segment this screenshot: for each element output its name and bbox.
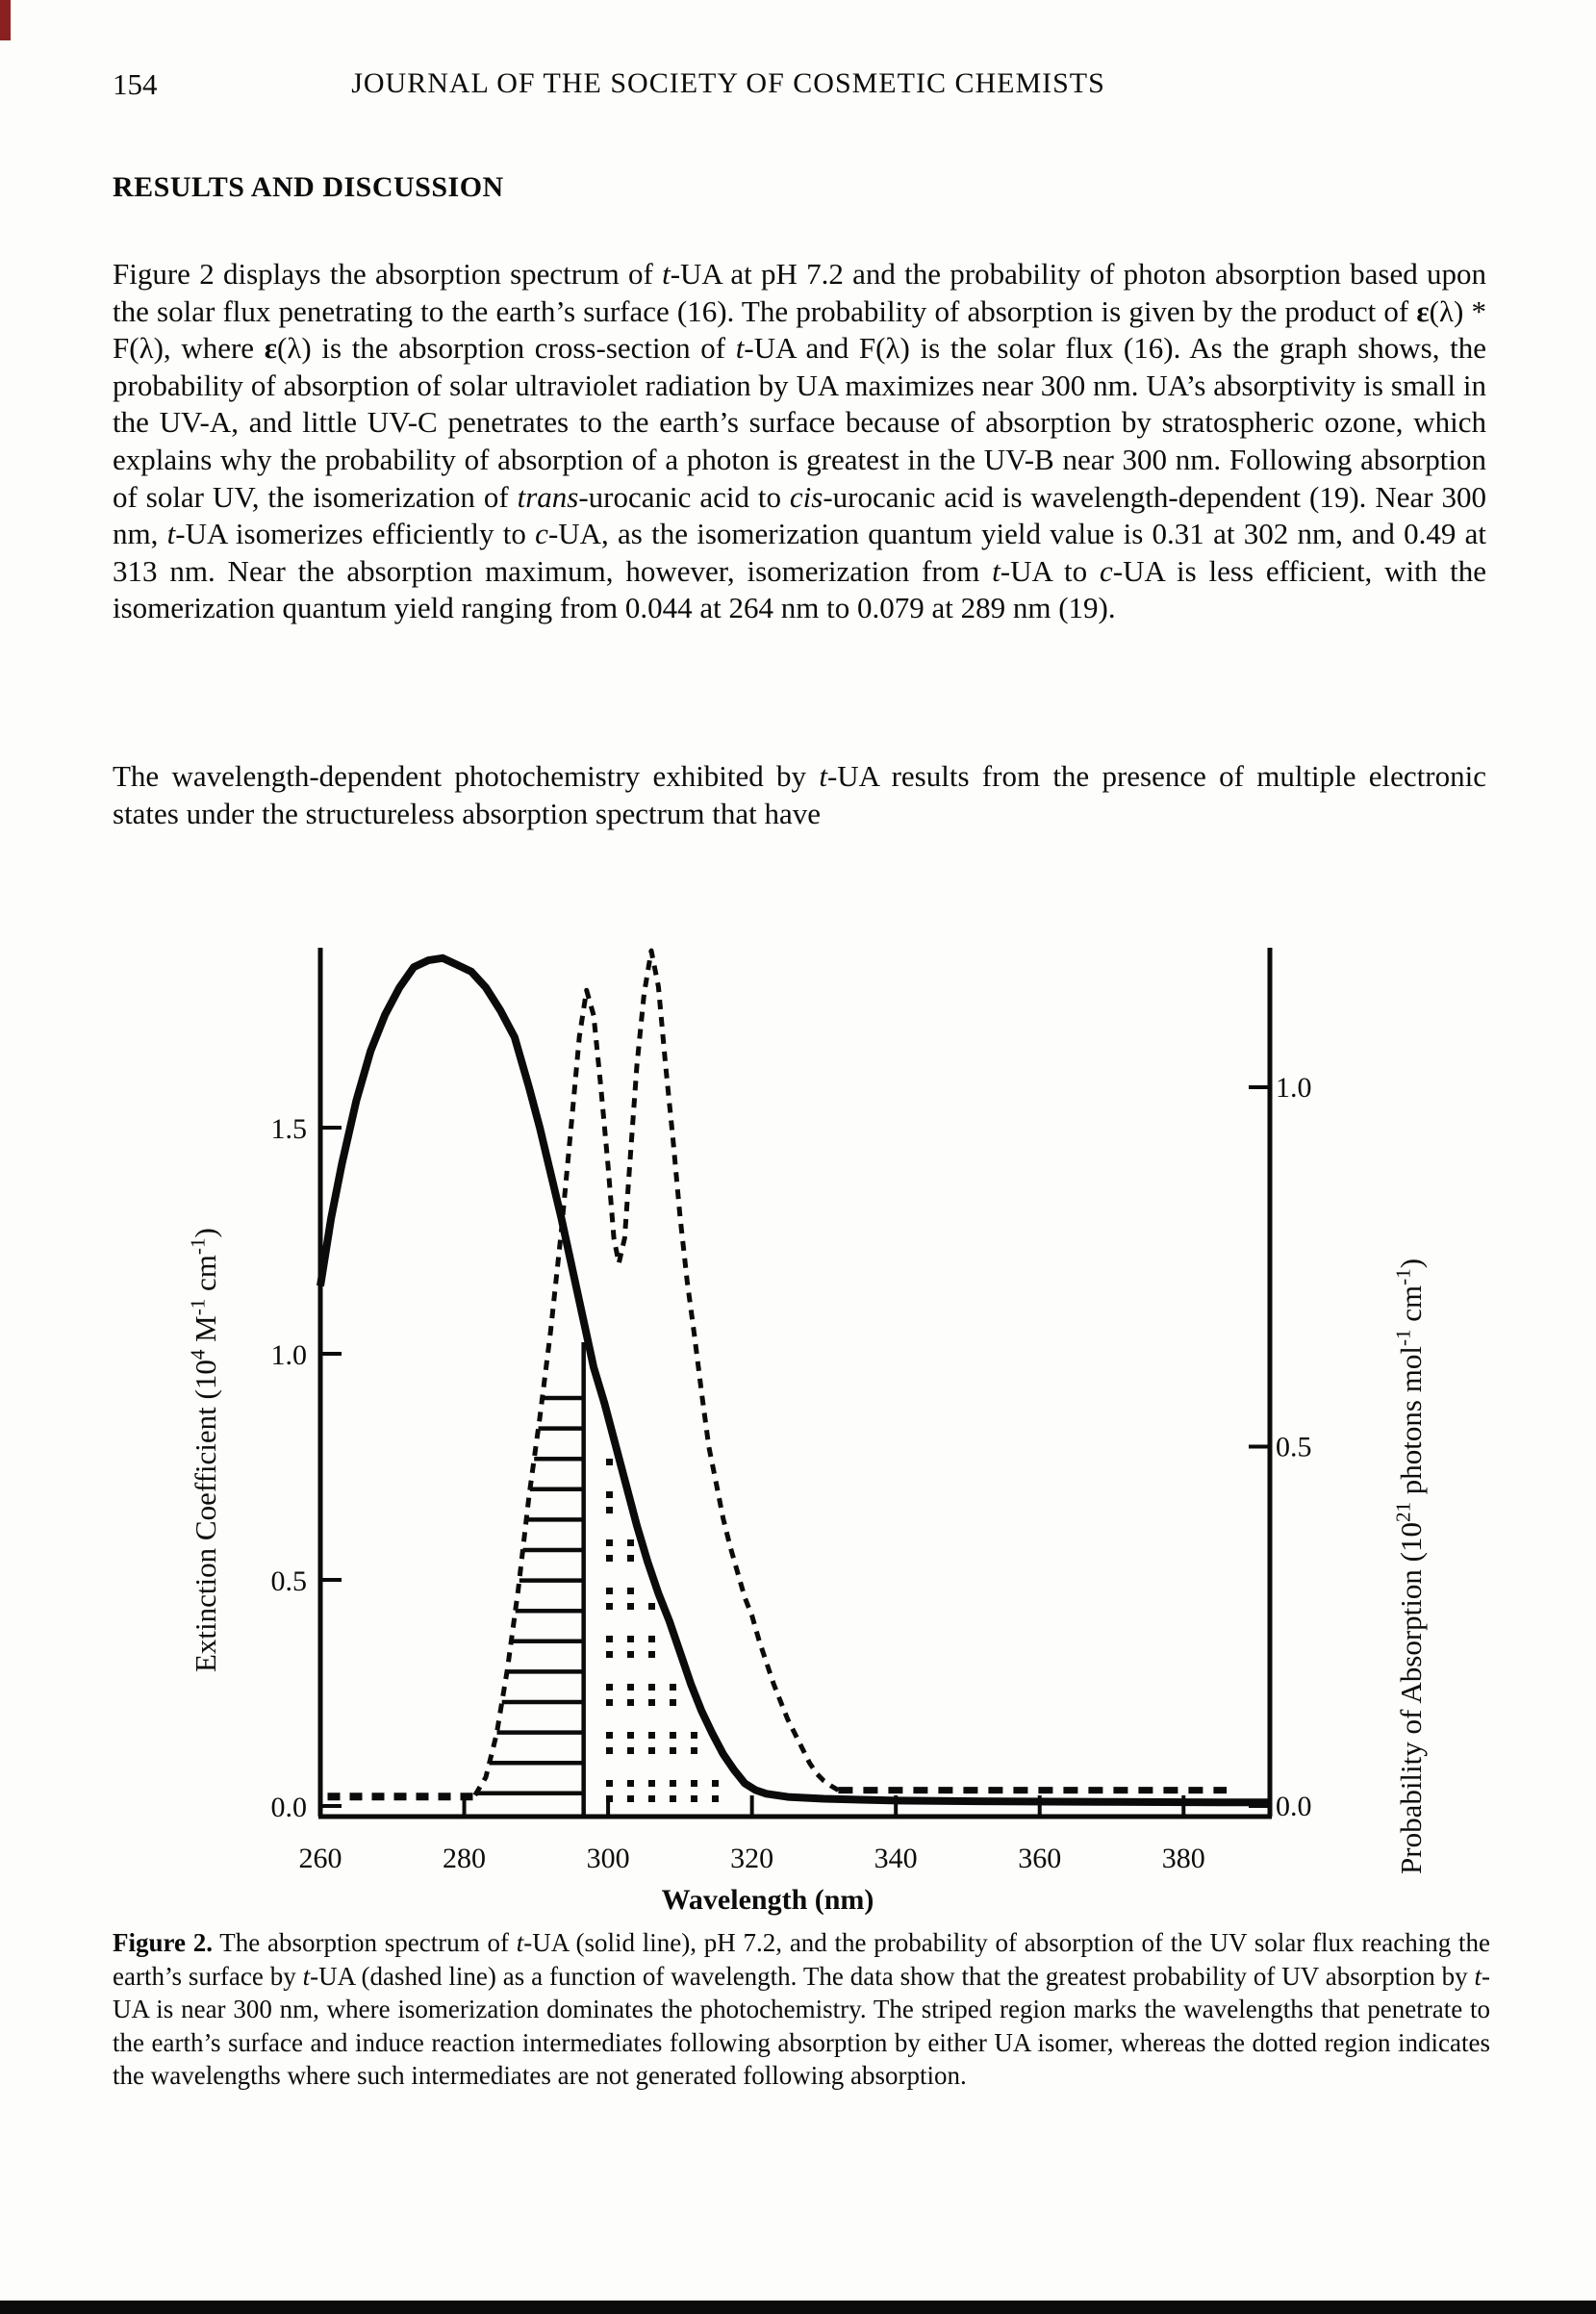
axes bbox=[271, 948, 1312, 1874]
x-tick-320: 320 bbox=[730, 1843, 774, 1874]
y-axis-label-right: Probability of Absorption ($10^{21}$ photons mol$^{-1}$ $cm^{-1}$) bbox=[1391, 1258, 1428, 1874]
left-tick-0.5: 0.5 bbox=[270, 1565, 307, 1597]
body-paragraph-1: Figure 2 displays the absorption spectrum of t-UA at pH 7.2 and the probability of photon absorption based upon the solar flux penetrating to the earth’s surface (16). The probability of absorption is given by the product of ε(λ) * F(λ), where ε(λ) is the absorption cross-section of t-UA and F(λ) is the solar flux (16). As the graph shows, the probability of absorption of solar ultraviolet radiation by UA maximizes near 300 nm. UA’s absorptivity is small in the UV-A, and little UV-C penetrates to the earth’s surface because of absorption by stratospheric ozone, which explains why the probability of absorption of a photon is greatest in the UV-B near 300 nm. Following absorption of solar UV, the isomerization of trans-urocanic acid to cis-urocanic acid is wavelength-dependent (19). Near 300 nm, t-UA isomerizes efficiently to c-UA, as the isomerization quantum yield value is 0.31 at 302 nm, and 0.49 at 313 nm. Near the absorption maximum, however, isomerization from t-UA to c-UA is less efficient, with the isomerization quantum yield ranging from 0.044 at 264 nm to 0.079 at 289 nm (19). bbox=[113, 257, 1487, 625]
x-tick-260: 260 bbox=[298, 1843, 342, 1874]
section-heading: RESULTS AND DISCUSSION bbox=[113, 171, 504, 203]
right-tick-0.5: 0.5 bbox=[1276, 1431, 1312, 1463]
page-number: 154 bbox=[113, 67, 158, 101]
scan-artifact-corner bbox=[0, 0, 11, 40]
page-header bbox=[113, 67, 1483, 110]
x-tick-280: 280 bbox=[443, 1843, 487, 1874]
right-tick-1.0: 1.0 bbox=[1276, 1072, 1312, 1104]
x-tick-340: 340 bbox=[874, 1843, 918, 1874]
x-tick-380: 380 bbox=[1161, 1843, 1205, 1874]
figure-caption: Figure 2. The absorption spectrum of t-UA (solid line), pH 7.2, and the probability of absorption of the UV solar flux reaching the earth’s surface by t-UA (dashed line) as a function of wavelength. The data show that the greatest probability of UV absorption by t-UA is near 300 nm, where isomerization dominates the photochemistry. The striped region marks the wavelengths that penetrate to the earth’s surface and induce reaction intermediates following absorption by either UA isomer, whereas the dotted region indicates the wavelengths where such intermediates are not generated following absorption. bbox=[113, 1928, 1491, 2091]
x-tick-300: 300 bbox=[586, 1843, 630, 1874]
journal-header: JOURNAL OF THE SOCIETY OF COSMETIC CHEMISTS bbox=[351, 67, 1105, 99]
left-tick-1.5: 1.5 bbox=[270, 1113, 307, 1145]
y-axis-label-left: Extinction Coefficient ($10^4$ $M^{-1}$ $cm^{-1}$) bbox=[186, 1228, 222, 1672]
scan-artifact-bottom-bar bbox=[0, 2301, 1596, 2314]
x-tick-360: 360 bbox=[1018, 1843, 1062, 1874]
right-tick-0.0: 0.0 bbox=[1276, 1791, 1312, 1822]
body-paragraph-2: The wavelength-dependent photochemistry exhibited by t-UA results from the presence of multiple electronic states under the structureless absorption spectrum that have bbox=[113, 759, 1487, 830]
x-axis-label: Wavelength (nm) bbox=[661, 1884, 874, 1916]
dotted-region bbox=[606, 1459, 719, 1802]
left-tick-1.0: 1.0 bbox=[270, 1339, 307, 1371]
solid-absorption-curve bbox=[320, 958, 1270, 1802]
figure-2-chart bbox=[0, 912, 1596, 1956]
left-tick-0.0: 0.0 bbox=[270, 1792, 307, 1823]
